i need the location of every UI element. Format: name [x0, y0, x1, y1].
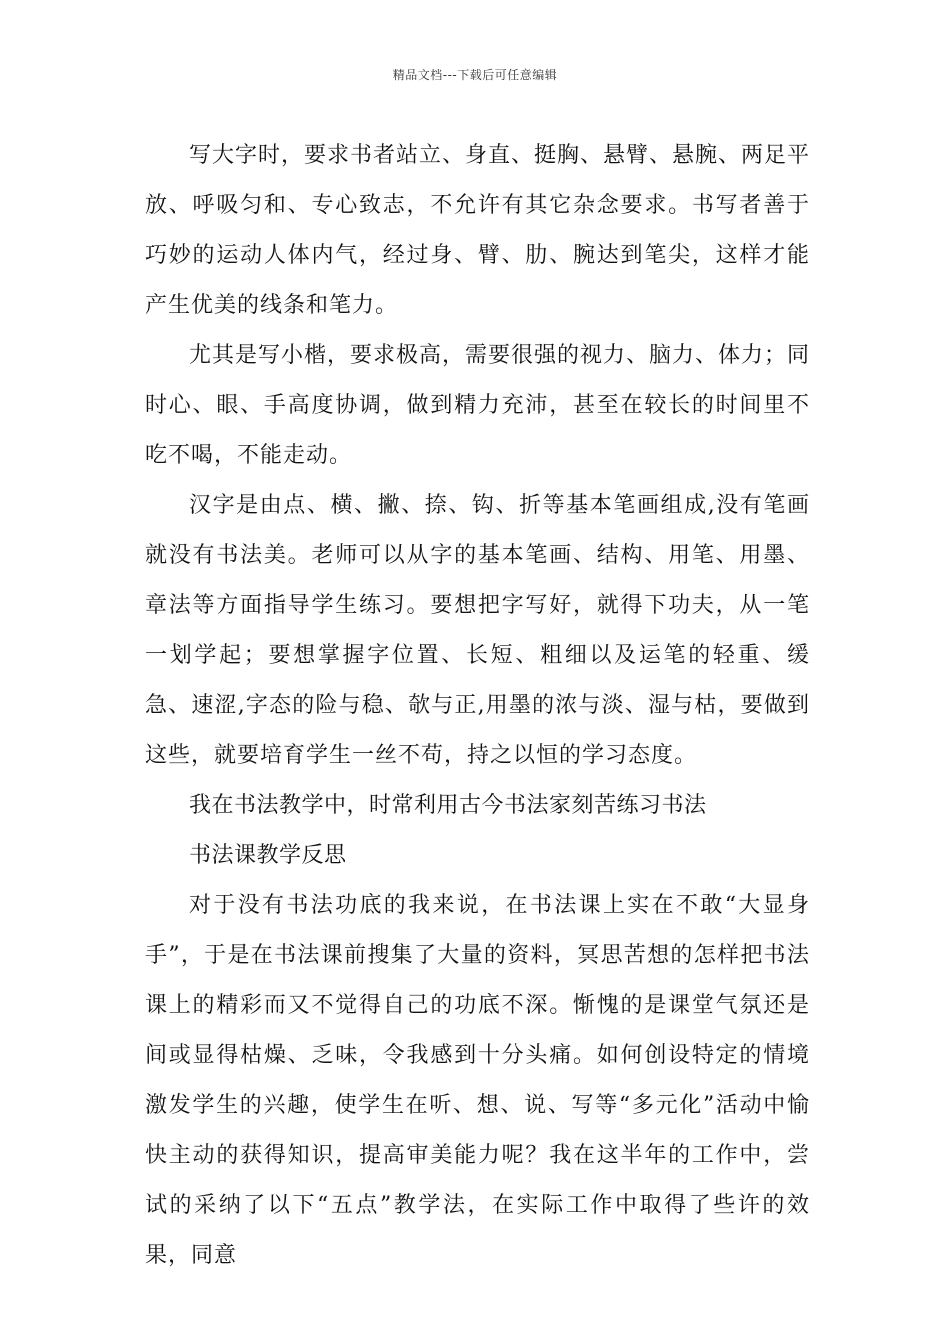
- paragraph-reflection: 对于没有书法功底的我来说，在书法课上实在不敢“大显身手”，于是在书法课前搜集了大量的资料，冥思苦想的怎样把书法课上的精彩而又不觉得自己的功底不深。惭愧的是课堂气氛还是间或显得枯燥、乏味，令我感到十分头痛。如何创设特定的情境激发学生的兴趣，使学生在听、想、说、写等“多元化”活动中愉快主动的获得知识，提高审美能力呢？我在这半年的工作中，尝试的采纳了以下“五点”教学法，在实际工作中取得了些许的效果，同意: [145, 893, 810, 1268]
- page-header: 精品文档---下载后可任意编辑: [392, 68, 558, 82]
- section-heading: 书法课教学反思: [189, 843, 347, 868]
- document-body: [145, 131, 810, 1281]
- paragraph-big-characters: 写大字时，要求书者站立、身直、挺胸、悬臂、悬腕、两足平放、呼吸匀和、专心致志，不允许有其它杂念要求。书写者善于巧妙的运动人体内气，经过身、臂、肋、腕达到笔尖，这样才能产生优美的线条和笔力。: [145, 143, 811, 318]
- paragraph-basic-strokes: 汉字是由点、横、撇、捺、钩、折等基本笔画组成,没有笔画就没有书法美。老师可以从字的基本笔画、结构、用笔、用墨、章法等方面指导学生练习。要想把字写好，就得下功夫，从一笔一划学起；要想掌握字位置、长短、粗细以及运笔的轻重、缓急、速涩,字态的险与稳、欹与正,用墨的浓与淡、湿与枯，要做到这些，就要培育学生一丝不苟，持之以恒的学习态度。: [145, 493, 810, 768]
- paragraph-small-script: 尤其是写小楷，要求极高，需要很强的视力、脑力、体力；同时心、眼、手高度协调，做到精力充沛，甚至在较长的时间里不吃不喝，不能走动。: [145, 343, 811, 468]
- paragraph-teaching-note: 我在书法教学中，时常利用古今书法家刻苦练习书法: [189, 793, 707, 818]
